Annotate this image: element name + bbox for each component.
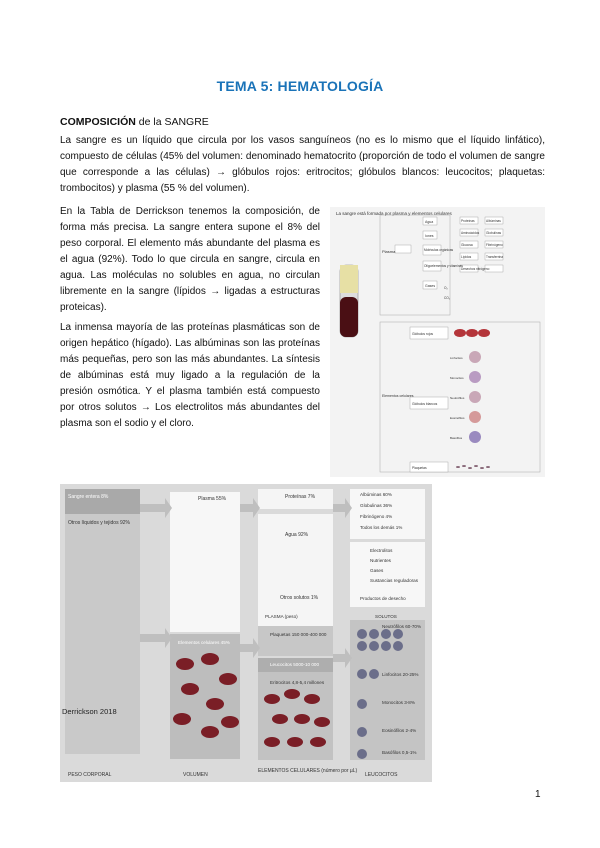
bottom-plasma-peso: PLASMA (peso) [265,614,298,619]
bottom-elementos-celulares: ELEMENTOS CELULARES (número por µL) [258,768,358,774]
bottom-linfocitos: Linfocitos 20-25% [382,672,419,677]
derrickson-paragraph: En la Tabla de Derrickson tenemos la composición, de forma más precisa. La sangre entera supone el 8% del peso corporal. El elemento más abundante del plasma es el agua (92%). Todo lo que circula en sangre, circula en agua. Las moléculas no solubles en agua, no circulan libremente en la sangre (lípidos → ligadas a estructuras proteicas). [60,206,320,313]
bottom-leucocitos-axis: LEUCOCITOS [365,772,398,778]
fig-top-plasma: Plasma [382,249,396,254]
fig-top-albuminas: Albúminas [486,219,501,223]
bottom-plaquetas: Plaquetas 150 000-400 000 [270,632,327,637]
bottom-todos: Todos los demás 1% [360,525,403,530]
intro-paragraph: La sangre es un líquido que circula por los vasos sanguíneos (no es lo mismo que el líquido linfático), compuesto de células (45% del volumen: denominado hematocrito (proporción de todo el volumen de sangre que corresponde a las células) → glóbulos rojos: eritrocitos; glóbulos blancos: leucocitos; plaquetas: trombocitos) y plasma (55 % del volumen). [60,135,545,194]
bottom-fibrinogeno: Fibrinógeno 4% [360,514,393,519]
bottom-elementos: Elementos celulares 45% [178,640,230,645]
bottom-otros-liquidos: Otros líquidos y tejidos 92% [68,520,130,526]
fig-top-transferrina: Transferrina [486,255,504,259]
bottom-neutrofilos: Neutrófilos 60-70% [382,624,422,629]
bottom-albuminas: Albúminas 60% [360,492,392,497]
fig-top-fibrinogeno: Fibrinógeno [486,243,503,247]
bottom-productos: Productos de desecho [360,596,406,601]
fig-top-gases: Gases [425,284,436,288]
bottom-monocitos: Monocitos 3-8% [382,700,415,705]
bottom-nutrientes: Nutrientes [370,558,391,563]
fig-top-co2: CO₂ [444,296,451,300]
fig-top-plaquetas: Plaquetas [412,466,427,470]
blood-composition-figure-top [330,207,545,477]
figure-top-svg [330,207,545,477]
fig-top-globulos-blancos: Glóbulos blancos [412,402,438,406]
blood-composition-figure-bottom [60,484,432,782]
fig-top-iones: Iones [425,234,434,238]
bottom-agua: Agua 92% [285,532,309,538]
bottom-basofilos: Basófilos 0,5-1% [382,750,417,755]
fig-top-monocitos: Monocitos [450,376,464,380]
fig-top-basofilos: Basófilos [450,436,463,440]
bottom-otros-solutos: Otros solutos 1% [280,595,319,601]
bottom-sangre: Sangre entera 8% [68,494,109,500]
fig-top-agua: Agua [425,220,434,224]
bottom-eritrocitos: Eritrocitos 4,8-5,4 millones [270,680,325,685]
fig-top-desechos: Desechos nitrógeno [461,267,490,271]
fig-top-globulos-rojos: Glóbulos rojos [412,332,434,336]
fig-top-caption: La sangre está formada por plasma y elementos celulares [336,211,452,216]
bottom-volumen: VOLUMEN [183,772,208,778]
bottom-leucocitos: Leucocitos 5000-10 000 [270,662,320,667]
fig-top-proteinas: Proteínas [461,219,475,223]
section-heading: COMPOSICIÓN de la SANGRE [60,116,209,128]
bottom-peso-corporal: PESO CORPORAL [68,772,112,778]
bottom-eosinofilos: Eosinófilos 2-4% [382,728,417,733]
bottom-sustancias: Sustancias reguladoras [370,578,419,583]
fig-top-oligo: Oligoelementos y vitaminas [424,264,463,268]
fig-top-neutrofilos: Neutrófilos [450,396,465,400]
figure-bottom-svg [60,484,432,782]
fig-top-aminoacidos: Aminoácidos [461,231,480,235]
bottom-proteinas: Proteínas 7% [285,494,316,500]
bottom-plasma: Plasma 55% [198,496,227,502]
fig-top-moleculas: Moléculas orgánicas [424,248,454,252]
bottom-globulinas: Globulinas 36% [360,503,393,508]
bottom-electrolitos: Electrolitos [370,548,393,553]
fig-top-eosinofilos: Eosinófilos [450,416,465,420]
fig-top-linfocitos: Linfocitos [450,356,463,360]
bottom-gases: Gases [370,568,384,573]
bottom-solutos: SOLUTOS [375,614,397,619]
fig-top-o2: O₂ [444,286,448,290]
fig-top-lipidos: Lípidos [461,255,472,259]
page-number: 1 [535,789,541,800]
figure-credit: Derrickson 2018 [62,707,117,716]
fig-top-glucosa: Glucosa [461,243,473,247]
page-title: TEMA 5: HEMATOLOGÍA [216,78,384,94]
fig-top-globulinas: Globulinas [486,231,502,235]
proteins-paragraph: La inmensa mayoría de las proteínas plasmáticas son de origen hepático (hígado). Las albúminas son las proteínas más pequeñas, pero son las más abundantes. La síntesis de albúminas está muy ligado a la regulación de la presión osmótica. Y el plasma también está compuesto por otros solutos → Los electrolitos más abundantes del plasma son el sodio y el cloro. [60,322,320,429]
fig-top-elementos: Elementos celulares [382,394,414,398]
